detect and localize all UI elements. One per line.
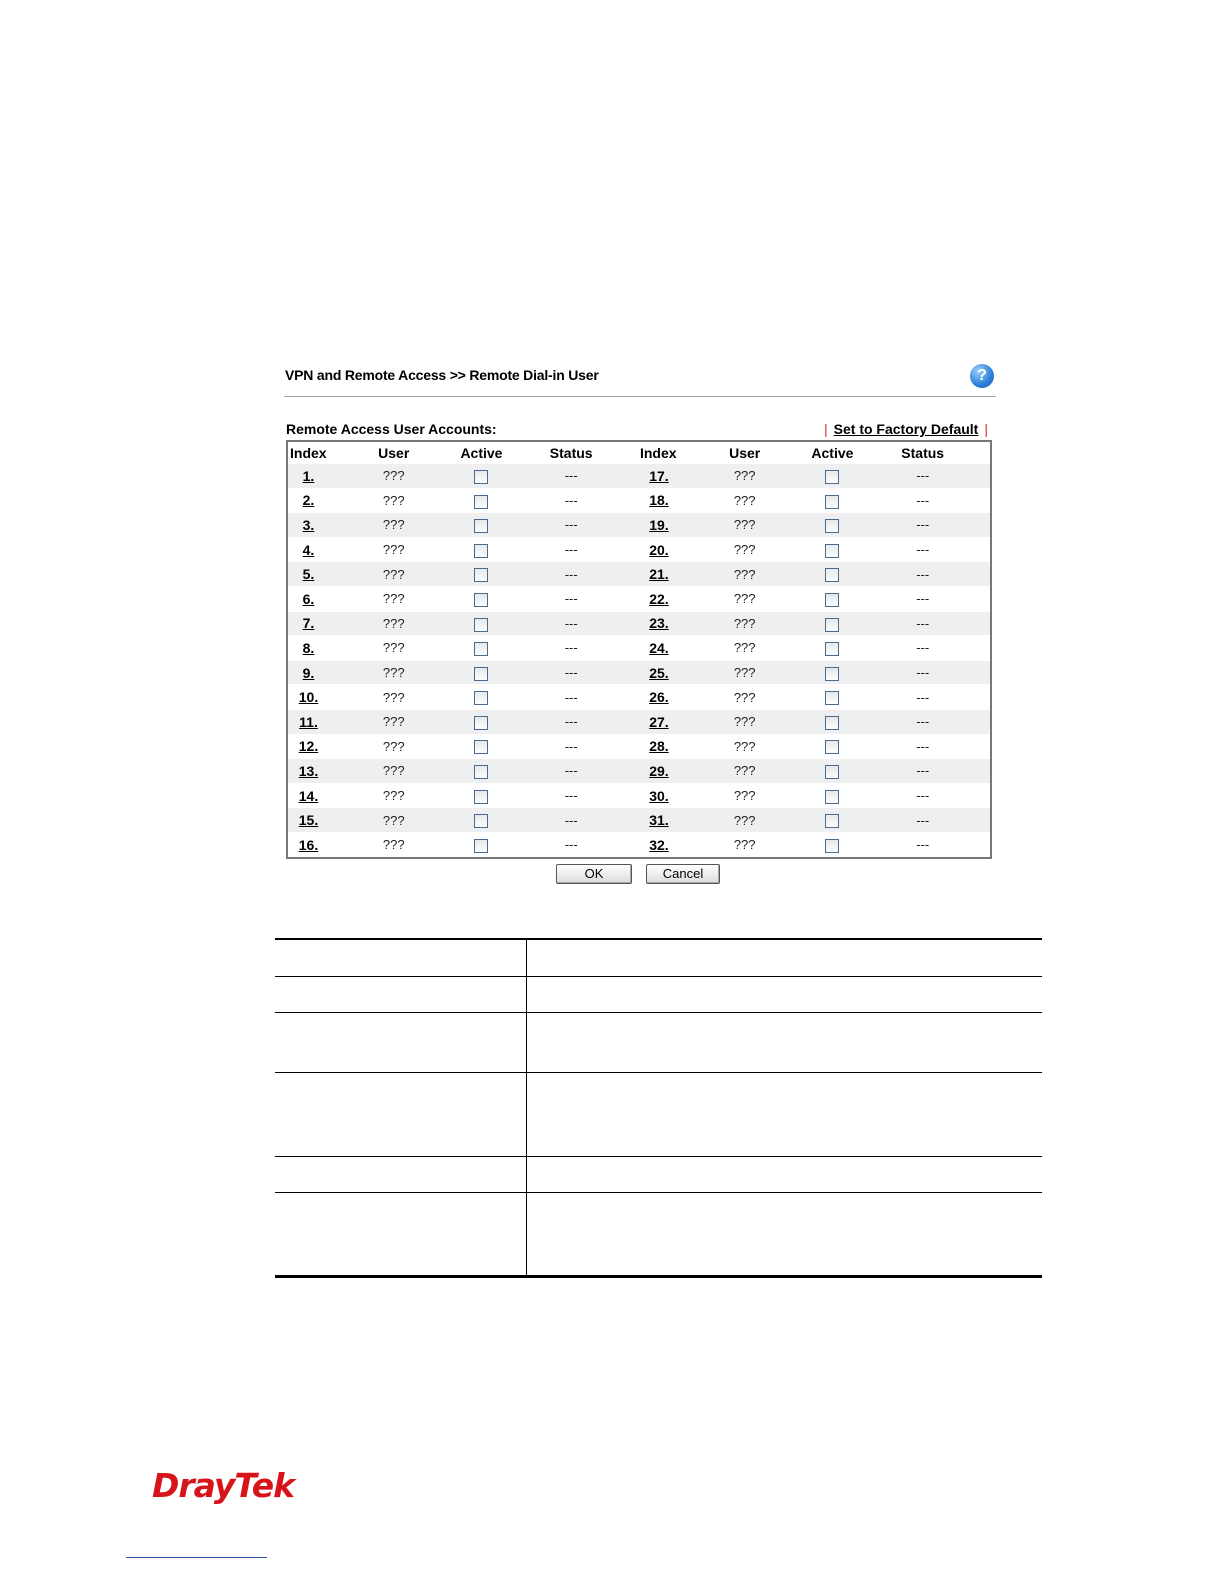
- active-checkbox[interactable]: [825, 667, 839, 681]
- footer-divider: [126, 1557, 267, 1558]
- user-cell: ???: [329, 611, 458, 636]
- table-row: [287, 734, 991, 759]
- index-cell: [638, 562, 680, 587]
- col-active-left: Active: [460, 444, 503, 461]
- index-cell: [638, 685, 680, 710]
- active-cell: [458, 660, 504, 685]
- user-cell: ???: [329, 832, 458, 857]
- table-row: [275, 1073, 1042, 1157]
- user-index-link[interactable]: 24.: [649, 639, 669, 656]
- active-checkbox[interactable]: [474, 716, 488, 730]
- user-index-link[interactable]: 8.: [302, 639, 315, 656]
- table-row: [287, 660, 991, 685]
- active-checkbox[interactable]: [474, 495, 488, 509]
- active-checkbox[interactable]: [474, 593, 488, 607]
- user-cell: ???: [329, 636, 458, 661]
- table-row: [275, 977, 1042, 1013]
- router-config-screenshot: [284, 360, 996, 881]
- separator-right: |: [984, 421, 988, 437]
- user-index-link[interactable]: 11.: [299, 713, 318, 730]
- status-cell: ---: [855, 464, 991, 489]
- set-factory-default-link[interactable]: Set to Factory Default: [833, 421, 979, 437]
- table-row: [287, 488, 991, 513]
- user-cell: ???: [329, 537, 458, 562]
- status-cell: ---: [855, 709, 991, 734]
- index-cell: [638, 660, 680, 685]
- breadcrumb: VPN and Remote Access >> Remote Dial-in User: [285, 367, 599, 383]
- index-cell: [287, 660, 329, 685]
- status-cell: ---: [504, 611, 638, 636]
- user-index-link[interactable]: 23.: [649, 615, 669, 632]
- user-index-link[interactable]: 18.: [649, 492, 669, 509]
- active-cell: [809, 513, 855, 538]
- active-cell: [809, 759, 855, 784]
- active-cell: [809, 562, 855, 587]
- index-cell: [638, 636, 680, 661]
- table-row: [287, 586, 991, 611]
- table-row: [275, 1013, 1042, 1073]
- user-index-link[interactable]: 2.: [302, 492, 315, 509]
- index-cell: [287, 611, 329, 636]
- col-index-right: Index: [639, 444, 677, 461]
- active-checkbox[interactable]: [474, 691, 488, 705]
- user-index-link[interactable]: 12.: [298, 738, 319, 755]
- status-cell: ---: [504, 685, 638, 710]
- table-row: [287, 611, 991, 636]
- active-cell: [458, 537, 504, 562]
- active-cell: [458, 513, 504, 538]
- user-index-link[interactable]: 13.: [298, 762, 319, 779]
- active-cell: [458, 783, 504, 808]
- accounts-header: [284, 418, 996, 438]
- user-cell: ???: [680, 808, 809, 833]
- active-checkbox[interactable]: [474, 642, 488, 656]
- user-index-link[interactable]: 15.: [298, 812, 319, 829]
- index-cell: [287, 562, 329, 587]
- user-cell: ???: [680, 660, 809, 685]
- user-index-link[interactable]: 28.: [649, 738, 669, 755]
- status-cell: ---: [504, 488, 638, 513]
- user-index-link[interactable]: 6.: [302, 590, 315, 607]
- active-checkbox[interactable]: [825, 691, 839, 705]
- active-checkbox[interactable]: [825, 814, 839, 828]
- active-checkbox[interactable]: [825, 839, 839, 853]
- cancel-button[interactable]: Cancel: [646, 864, 720, 884]
- active-cell: [458, 734, 504, 759]
- status-cell: ---: [504, 586, 638, 611]
- active-checkbox[interactable]: [825, 716, 839, 730]
- user-cell: ???: [329, 513, 458, 538]
- status-cell: ---: [855, 734, 991, 759]
- user-cell: ???: [329, 562, 458, 587]
- user-index-link[interactable]: 25.: [649, 664, 669, 681]
- index-cell: [638, 734, 680, 759]
- active-checkbox[interactable]: [825, 593, 839, 607]
- active-checkbox[interactable]: [825, 495, 839, 509]
- active-cell: [458, 488, 504, 513]
- separator-left: |: [824, 421, 828, 437]
- user-index-link[interactable]: 7.: [302, 615, 315, 632]
- active-checkbox[interactable]: [474, 470, 488, 484]
- active-cell: [809, 734, 855, 759]
- index-cell: [638, 611, 680, 636]
- user-cell: ???: [329, 759, 458, 784]
- user-cell: ???: [680, 759, 809, 784]
- user-index-link[interactable]: 14.: [298, 787, 319, 804]
- user-cell: ???: [329, 808, 458, 833]
- section-label: Remote Access User Accounts:: [286, 421, 497, 437]
- table-header-row: [287, 441, 991, 464]
- status-cell: ---: [504, 709, 638, 734]
- active-checkbox[interactable]: [474, 544, 488, 558]
- status-cell: ---: [855, 660, 991, 685]
- status-cell: ---: [504, 832, 638, 857]
- index-cell: [287, 832, 329, 857]
- index-cell: [638, 759, 680, 784]
- active-cell: [458, 832, 504, 857]
- index-cell: [287, 685, 329, 710]
- table-row: [287, 808, 991, 833]
- user-index-link[interactable]: 21.: [649, 566, 669, 583]
- title-bar: [284, 360, 996, 397]
- table-body: [287, 464, 991, 858]
- active-checkbox[interactable]: [825, 470, 839, 484]
- table-row: [287, 537, 991, 562]
- active-checkbox[interactable]: [474, 667, 488, 681]
- active-cell: [809, 537, 855, 562]
- index-cell: [287, 513, 329, 538]
- index-cell: [287, 537, 329, 562]
- user-cell: ???: [680, 562, 809, 587]
- col-status-right: Status: [901, 444, 945, 461]
- col-active-right: Active: [811, 444, 854, 461]
- active-cell: [458, 709, 504, 734]
- user-cell: ???: [680, 586, 809, 611]
- index-cell: [638, 586, 680, 611]
- active-cell: [809, 611, 855, 636]
- index-cell: [287, 636, 329, 661]
- status-cell: ---: [504, 660, 638, 685]
- status-cell: ---: [855, 783, 991, 808]
- active-cell: [809, 636, 855, 661]
- user-index-link[interactable]: 4.: [302, 541, 315, 558]
- status-cell: ---: [504, 562, 638, 587]
- user-cell: ???: [680, 611, 809, 636]
- user-index-link[interactable]: 1.: [302, 467, 315, 484]
- index-cell: [287, 488, 329, 513]
- table-row: [275, 939, 1042, 977]
- table-row: [287, 709, 991, 734]
- index-cell: [638, 808, 680, 833]
- user-index-link[interactable]: 32.: [649, 836, 669, 853]
- user-index-link[interactable]: 20.: [649, 541, 669, 558]
- active-cell: [809, 464, 855, 489]
- index-cell: [287, 759, 329, 784]
- active-checkbox[interactable]: [825, 544, 839, 558]
- status-cell: ---: [504, 636, 638, 661]
- user-index-link[interactable]: 31.: [649, 812, 669, 829]
- user-index-link[interactable]: 17.: [649, 467, 669, 484]
- status-cell: ---: [504, 808, 638, 833]
- active-cell: [458, 586, 504, 611]
- table-row: [287, 685, 991, 710]
- active-cell: [809, 783, 855, 808]
- user-index-link[interactable]: 27.: [649, 713, 669, 730]
- table-row: [275, 1193, 1042, 1277]
- question-help-icon[interactable]: ?: [970, 364, 994, 388]
- table-row: [287, 464, 991, 489]
- user-index-link[interactable]: 29.: [649, 762, 669, 779]
- active-checkbox[interactable]: [474, 790, 488, 804]
- active-checkbox[interactable]: [825, 765, 839, 779]
- index-cell: [287, 783, 329, 808]
- index-cell: [287, 734, 329, 759]
- active-checkbox[interactable]: [474, 519, 488, 533]
- status-cell: ---: [855, 488, 991, 513]
- user-index-link[interactable]: 3.: [302, 516, 315, 533]
- status-cell: ---: [855, 537, 991, 562]
- ok-button[interactable]: OK: [556, 864, 632, 884]
- active-cell: [809, 660, 855, 685]
- user-index-link[interactable]: 22.: [649, 590, 669, 607]
- index-cell: [638, 783, 680, 808]
- active-cell: [809, 709, 855, 734]
- active-checkbox[interactable]: [474, 814, 488, 828]
- active-checkbox[interactable]: [474, 839, 488, 853]
- active-cell: [809, 832, 855, 857]
- active-checkbox[interactable]: [825, 618, 839, 632]
- index-cell: [638, 709, 680, 734]
- draytek-logo: DrayTek: [152, 1466, 295, 1505]
- status-cell: ---: [504, 734, 638, 759]
- active-checkbox[interactable]: [474, 765, 488, 779]
- user-cell: ???: [329, 734, 458, 759]
- table-row: [287, 832, 991, 857]
- user-index-link[interactable]: 5.: [302, 566, 315, 583]
- status-cell: ---: [855, 832, 991, 857]
- user-index-link[interactable]: 9.: [302, 664, 315, 681]
- index-cell: [638, 537, 680, 562]
- status-cell: ---: [855, 586, 991, 611]
- active-checkbox[interactable]: [474, 568, 488, 582]
- active-cell: [809, 808, 855, 833]
- table-row: [287, 636, 991, 661]
- user-cell: ???: [329, 685, 458, 710]
- table-row: [275, 1157, 1042, 1193]
- status-cell: ---: [855, 562, 991, 587]
- user-index-link[interactable]: 10.: [298, 689, 319, 706]
- status-cell: ---: [855, 636, 991, 661]
- active-cell: [458, 611, 504, 636]
- status-cell: ---: [855, 808, 991, 833]
- status-cell: ---: [855, 611, 991, 636]
- status-cell: ---: [855, 759, 991, 784]
- active-cell: [458, 759, 504, 784]
- active-cell: [458, 808, 504, 833]
- active-cell: [809, 685, 855, 710]
- active-checkbox[interactable]: [825, 519, 839, 533]
- active-checkbox[interactable]: [825, 642, 839, 656]
- user-cell: ???: [680, 636, 809, 661]
- status-cell: ---: [504, 537, 638, 562]
- user-cell: ???: [680, 464, 809, 489]
- col-user-right: User: [729, 444, 761, 461]
- factory-default-area: [818, 421, 994, 437]
- status-cell: ---: [504, 783, 638, 808]
- active-checkbox[interactable]: [474, 740, 488, 754]
- active-cell: [458, 685, 504, 710]
- status-cell: ---: [504, 513, 638, 538]
- active-checkbox[interactable]: [474, 618, 488, 632]
- user-cell: ???: [680, 537, 809, 562]
- index-cell: [638, 513, 680, 538]
- index-cell: [638, 832, 680, 857]
- user-cell: ???: [329, 488, 458, 513]
- table-row: [287, 759, 991, 784]
- user-cell: ???: [680, 685, 809, 710]
- table-row: [287, 513, 991, 538]
- user-index-link[interactable]: 26.: [649, 689, 669, 706]
- index-cell: [287, 464, 329, 489]
- user-index-link[interactable]: 19.: [649, 516, 669, 533]
- active-cell: [809, 586, 855, 611]
- user-cell: ???: [329, 660, 458, 685]
- active-checkbox[interactable]: [825, 790, 839, 804]
- col-user-left: User: [378, 444, 410, 461]
- active-checkbox[interactable]: [825, 740, 839, 754]
- description-table: [275, 938, 1042, 1278]
- user-cell: ???: [329, 783, 458, 808]
- index-cell: [287, 586, 329, 611]
- status-cell: ---: [855, 685, 991, 710]
- user-cell: ???: [680, 488, 809, 513]
- user-accounts-table: [286, 440, 992, 859]
- table-row: [287, 562, 991, 587]
- active-cell: [458, 464, 504, 489]
- user-cell: ???: [329, 709, 458, 734]
- index-cell: [287, 808, 329, 833]
- button-bar: [556, 864, 734, 884]
- user-index-link[interactable]: 30.: [649, 787, 669, 804]
- active-checkbox[interactable]: [825, 568, 839, 582]
- user-cell: ???: [680, 513, 809, 538]
- user-cell: ???: [329, 586, 458, 611]
- active-cell: [458, 636, 504, 661]
- col-status-left: Status: [549, 444, 593, 461]
- user-index-link[interactable]: 16.: [298, 836, 319, 853]
- status-cell: ---: [504, 464, 638, 489]
- col-index-left: Index: [290, 444, 327, 461]
- index-cell: [638, 488, 680, 513]
- index-cell: [638, 464, 680, 489]
- index-cell: [287, 709, 329, 734]
- status-cell: ---: [855, 513, 991, 538]
- table-row: [287, 783, 991, 808]
- active-cell: [458, 562, 504, 587]
- user-cell: ???: [680, 709, 809, 734]
- user-cell: ???: [680, 783, 809, 808]
- user-cell: ???: [680, 832, 809, 857]
- user-cell: ???: [329, 464, 458, 489]
- active-cell: [809, 488, 855, 513]
- user-cell: ???: [680, 734, 809, 759]
- status-cell: ---: [504, 759, 638, 784]
